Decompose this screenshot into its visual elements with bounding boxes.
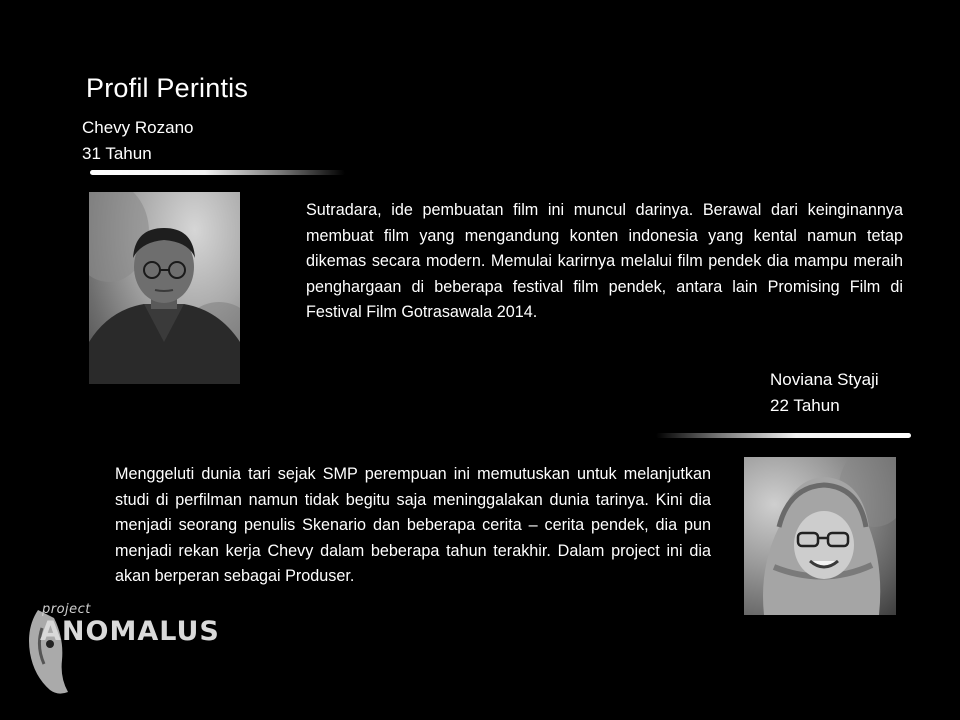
- profile-2-photo: [744, 457, 896, 615]
- profile-1-header: [82, 115, 194, 167]
- logo-anomalus-text: ANOMALUS: [40, 616, 220, 647]
- slide-title: Profil Perintis: [86, 73, 249, 103]
- profile-2-divider: [656, 433, 911, 438]
- profile-2-header: [770, 367, 879, 419]
- portrait-woman-icon: [744, 457, 896, 615]
- profile-1-divider: [90, 170, 345, 175]
- profile-1-age: 31 Tahun: [82, 144, 152, 163]
- profile-2-name: Noviana Styaji: [770, 370, 879, 389]
- profile-2-bio: Menggeluti dunia tari sejak SMP perempuan ini memutuskan untuk melanjutkan studi di perfilman namun tidak begitu saja meninggalakan dunia tarinya. Kini dia menjadi seorang penulis Skenario dan beberapa cerita – cerita pendek, dia pun menjadi rekan kerja Chevy dalam beberapa tahun terakhir. Dalam project ini dia akan berperan sebagai Produser.: [115, 465, 711, 585]
- profile-2-age: 22 Tahun: [770, 396, 840, 415]
- profile-1-bio: Sutradara, ide pembuatan film ini muncul darinya. Berawal dari keinginannya membuat film yang mengandung konten indonesia yang kental namun tetap dikemas secara modern. Memulai karirnya melalui film pendek dia mampu meraih penghargaan di beberapa festival film pendek, antara lain Promising Film di Festival Film Gotrasawala 2014.: [306, 201, 903, 321]
- profile-1-photo: [89, 192, 240, 384]
- profile-1-name: Chevy Rozano: [82, 118, 194, 137]
- portrait-man-icon: [89, 192, 240, 384]
- logo-project-text: project: [42, 602, 91, 617]
